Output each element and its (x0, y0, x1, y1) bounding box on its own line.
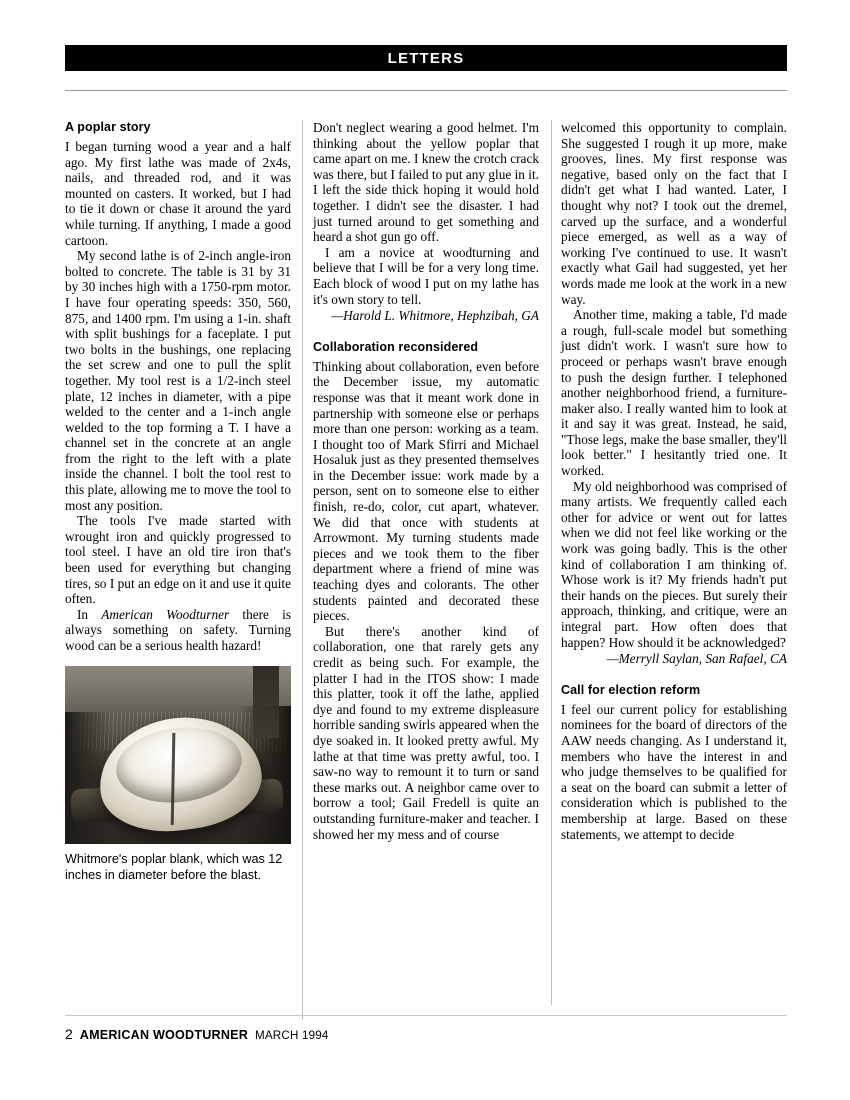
footer-rule (65, 1015, 787, 1016)
column-two (313, 120, 539, 1020)
paragraph: My old neighborhood was comprised of many artists. We frequently called each other for advice or went out for lattes when we did not feel like working or the work was going badly. This is the other kind of collaboration I am thinking of. Whose work is it? My friends hadn't put their hands on the pieces. But surely their approach, thinking, and critique, were an integral part. How often does that happen? How should it be acknowledged? (561, 478, 787, 650)
column-one (65, 120, 291, 1020)
masthead-rule (65, 90, 787, 91)
publication-title-italic: American Woodturner (101, 606, 230, 622)
paragraph: Thinking about collaboration, even before the December issue, my automatic response was that it meant work done in partnership with someone else or perhaps more than one person: working as a team. I thought too of Mark Sfirri and Michael Hosaluk just as they presented themselves in the December issue: work made by a person, sent on to someone else to either finish, re-do, color, cut apart, whatever. We did that once with students at Arrowmont. My turning students made pieces and we took them to the fiber department where a friend of mine was teaching dyes and colorants. The other students painted and decorated these pieces. (313, 358, 539, 624)
paragraph: welcomed this opportunity to complain. She suggested I rough it up more, make grooves, lines. My first response was negative, based only on the fact that I didn't get what I had wanted. Later, I thought why not? I took out the dremel, carved up the surface, and a wonderful piece emerged, as well as a way of working I've continued to use. It wasn't exactly what Gail had suggested, yet her words made me look at the work in a new way. (561, 120, 787, 307)
paragraph-tail: there is always something on safety. Turning wood can be a serious health hazard! (65, 606, 291, 653)
article-heading-poplar-story: A poplar story (65, 120, 151, 134)
article-heading-call-for-election-reform: Call for election reform (561, 682, 701, 697)
photo-tree (253, 666, 279, 738)
photo-poplar-blank (65, 666, 291, 844)
page-number: 2 (65, 1026, 73, 1042)
paragraph: I began turning wood a year and a half ago. My first lathe was made of 2x4s, nails, and threaded rod, and it was mounted on casters. It worked, but I had to tie it down or chase it around the yard while turning. If anything, I made a good cartoon. (65, 139, 291, 248)
paragraph: Don't neglect wearing a good helmet. I'm thinking about the yellow poplar that came apart on me. I knew the crotch crack was there, but I failed to put any glue in it. I left the side thick hoping it would hold together. I didn't see the disaster. I had just turned around to get something and heard a shot gun go off. (313, 120, 539, 245)
section-masthead (65, 45, 787, 71)
paragraph: I feel our current policy for establishing nominees for the board of directors of the AAW needs changing. As I understand it, members who have the interest in and who judge themselves to be qualified for a seat on the board can submit a letter of consideration which is published to the membership at large. Based on these statements, we attempt to decide (561, 701, 787, 842)
column-three (561, 120, 787, 1020)
paragraph: I am a novice at woodturning and believe that I will be for a very long time. Each block of wood I put on my lathe has it's own story to tell. (313, 244, 539, 307)
paragraph-with-italic (65, 607, 291, 654)
paragraph: Another time, making a table, I'd made a rough, full-scale model but something just didn't work. I wasn't sure how to proceed or perhaps wasn't brave enough to push the design further. I telephoned another neighborhood friend, a furniture-maker also. I really wanted him to look at it and say it was great. Instead, he said, "Those legs, make the base smaller, they'll look better." I hesitantly tried one. It worked. (561, 307, 787, 479)
letter-signature: —Harold L. Whitmore, Hephzibah, GA (331, 308, 539, 324)
paragraph-lead: In (77, 606, 102, 622)
paragraph: My second lathe is of 2-inch angle-iron bolted to concrete. The table is 31 by 31 by 30 inches high with a 1750-rpm motor. I have four operating speeds: 350, 560, 875, and 1400 rpm. I'm using a 1-in. shaft with split bushings for a faceplate. I put two bolts in the bushings, one replacing the set screw and one to pull the split together. My tool rest is a 1/2-inch steel plate, 12 inches in diameter, with a pipe welded to the center and a 1-inch angle welded to the top forming a T. I have a channel set in the concrete at an angle from the right to the left with a plate inside the channel. I bolt the tool rest to this plate, allowing me to move the tool to most any position. (65, 248, 291, 513)
figure-poplar-blank (65, 666, 291, 883)
article-heading-collaboration-reconsidered: Collaboration reconsidered (313, 339, 479, 354)
publication-name: AMERICAN WOODTURNER (79, 1028, 249, 1042)
paragraph: The tools I've made started with wrought iron and quickly progressed to tool steel. I have an old tire iron that's been used for everything but changing tires, so I put an edge on it and use it quite often. (65, 513, 291, 607)
photo-blank-interior (112, 720, 246, 809)
issue-date: MARCH 1994 (255, 1029, 329, 1042)
paragraph: But there's another kind of collaboration, one that rarely gets any credit as being such. For example, the platter I had in the ITOS show: I made this platter, took it off the lathe, applied dye and found to my extreme displeasure horrible sanding swirls appeared when the dye soaked in. It looked pretty awful. My lathe at that time was pretty awful, too. I saw-no way to remount it to turn or sand these marks out. A neighbor came over to borrow a tool; Gail Fredell is quite an outstanding furniture-maker and teacher. I showed her my mess and of course (313, 623, 539, 842)
figure-caption: Whitmore's poplar blank, which was 12 inches in diameter before the blast. (65, 851, 283, 882)
letter-signature: —Merryll Saylan, San Rafael, CA (606, 651, 787, 667)
page-footer (65, 1026, 787, 1042)
masthead-title: LETTERS (387, 49, 465, 67)
article-columns (65, 120, 787, 1020)
